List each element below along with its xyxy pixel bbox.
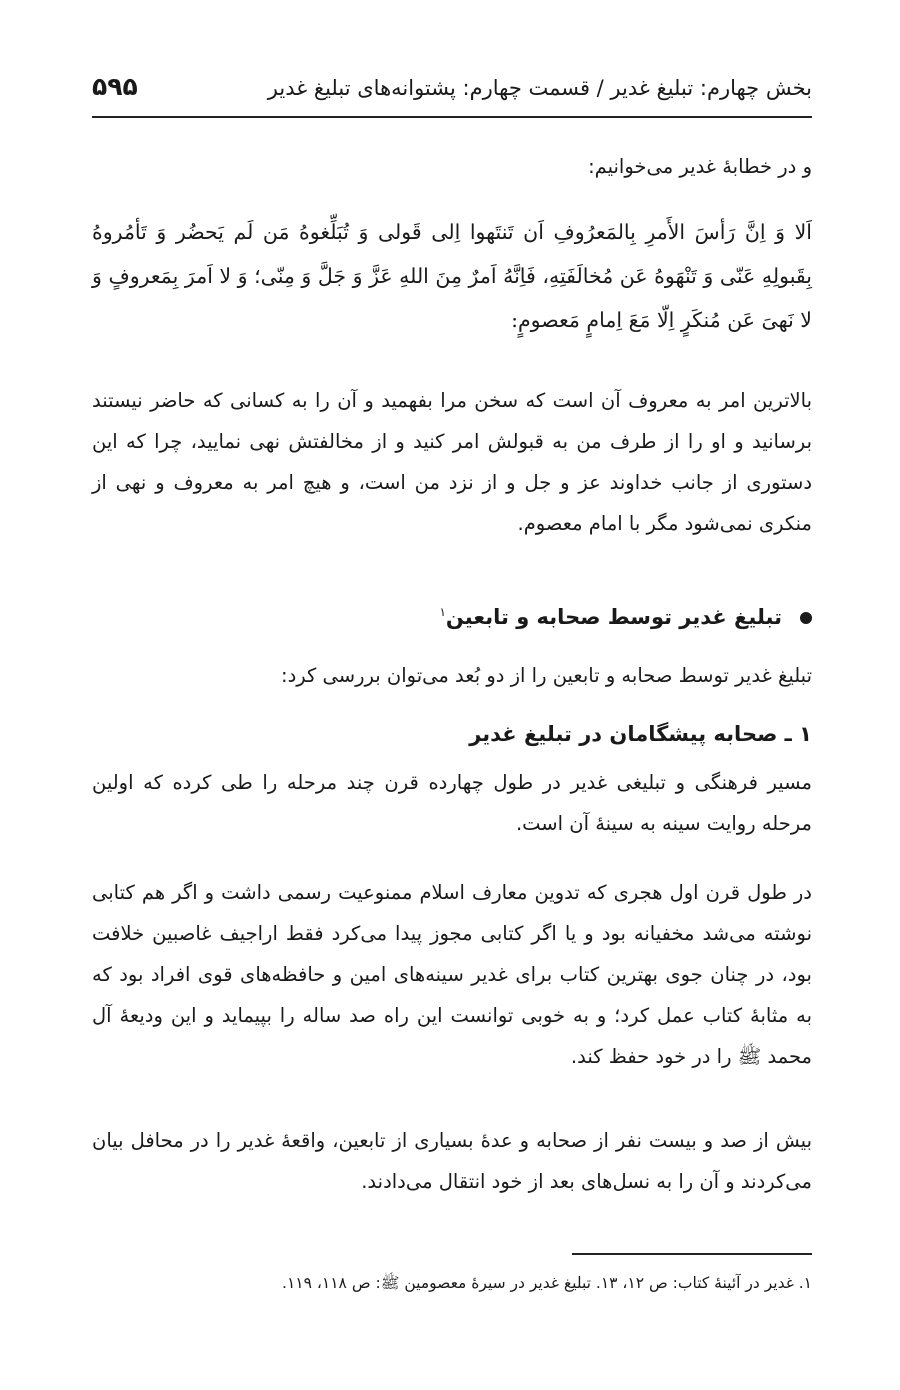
header-divider xyxy=(92,116,812,118)
footnote: ۱. غدیر در آئینهٔ کتاب: ص ۱۲، ۱۳. تبلیغ غدیر در سیرهٔ معصومین ﷺ: ص ۱۱۸، ۱۱۹. xyxy=(282,1274,812,1292)
subheading: ۱ ـ صحابه پیشگامان در تبلیغ غدیر xyxy=(469,722,812,746)
footnote-marker: ۱ xyxy=(439,605,446,619)
paragraph-3: بیش از صد و بیست نفر از صحابه و عدهٔ بسیاری از تابعین، واقعهٔ غدیر را در محافل بیان می‌کردند و آن را به نسل‌های بعد از خود انتقال می‌دادند. xyxy=(92,1129,812,1193)
intro-line: و در خطابهٔ غدیر می‌خوانیم: xyxy=(588,155,812,178)
page-number: ۵۹۵ xyxy=(92,72,138,101)
arabic-quote: اَلا وَ اِنَّ رَأسَ الأَمرِ بِالمَعرُوفِ اَن تَنتَهوا اِلی قَولی وَ تُبَلِّغوهُ مَن لَم یَحضُر وَ تَأمُروهُ بِقَبولِهِ عَنّی وَ تَنْهَوهُ عَن مُخالَفَتِهِ، فَاِنَّهُ اَمرٌ مِنَ اللهِ عَزَّ وَ جَلَّ وَ مِنّی؛ وَ لا اَمرَ بِمَعروفٍ وَ لا نَهیَ عَن مُنکَرٍ اِلّا مَعَ اِمامٍ مَعصومٍ: xyxy=(92,220,812,332)
running-header xyxy=(92,72,812,116)
section-heading xyxy=(439,605,812,629)
quote-translation: بالاترین امر به معروف آن است که سخن مرا بفهمید و آن را به کسانی که حاضر نیستند برسانید و او را از طرف من به قبولش امر کنید و از مخالفتش نهی نمایید، چرا که این دستوری از جانب خداوند عز و جل و از نزد من است، و هیچ امر به معروف و نهی از منکری نمی‌شود مگر با امام معصوم. xyxy=(92,389,812,535)
running-header-title: بخش چهارم: تبلیغ غدیر / قسمت چهارم: پشتوانه‌های تبلیغ غدیر xyxy=(267,76,812,100)
footnote-divider xyxy=(572,1253,812,1255)
paragraph-2: در طول قرن اول هجری که تدوین معارف اسلام ممنوعیت رسمی داشت و اگر هم کتابی نوشته می‌شد مخفیانه بود و یا اگر کتابی مجوز پیدا می‌کرد فقط اراجیف غاصبین خلافت بود، در چنان جوی بهترین کتاب برای غدیر سینه‌های امین و حافظه‌های قوی افراد بود که به مثابهٔ کتاب عمل کرد؛ و به خوبی توانست این راه صد ساله را بپیماید و این ودیعهٔ آل محمد ﷺ را در خود حفظ کند. xyxy=(92,881,812,1068)
section-heading-text: تبلیغ غدیر توسط صحابه و تابعین xyxy=(445,605,782,629)
section-intro: تبلیغ غدیر توسط صحابه و تابعین را از دو بُعد می‌توان بررسی کرد: xyxy=(281,664,812,687)
book-page xyxy=(92,0,812,1390)
bullet-icon xyxy=(800,612,812,624)
paragraph-1: مسیر فرهنگی و تبلیغی غدیر در طول چهارده قرن چند مرحله را طی کرده که اولین مرحله روایت سینه به سینهٔ آن است. xyxy=(92,771,812,835)
